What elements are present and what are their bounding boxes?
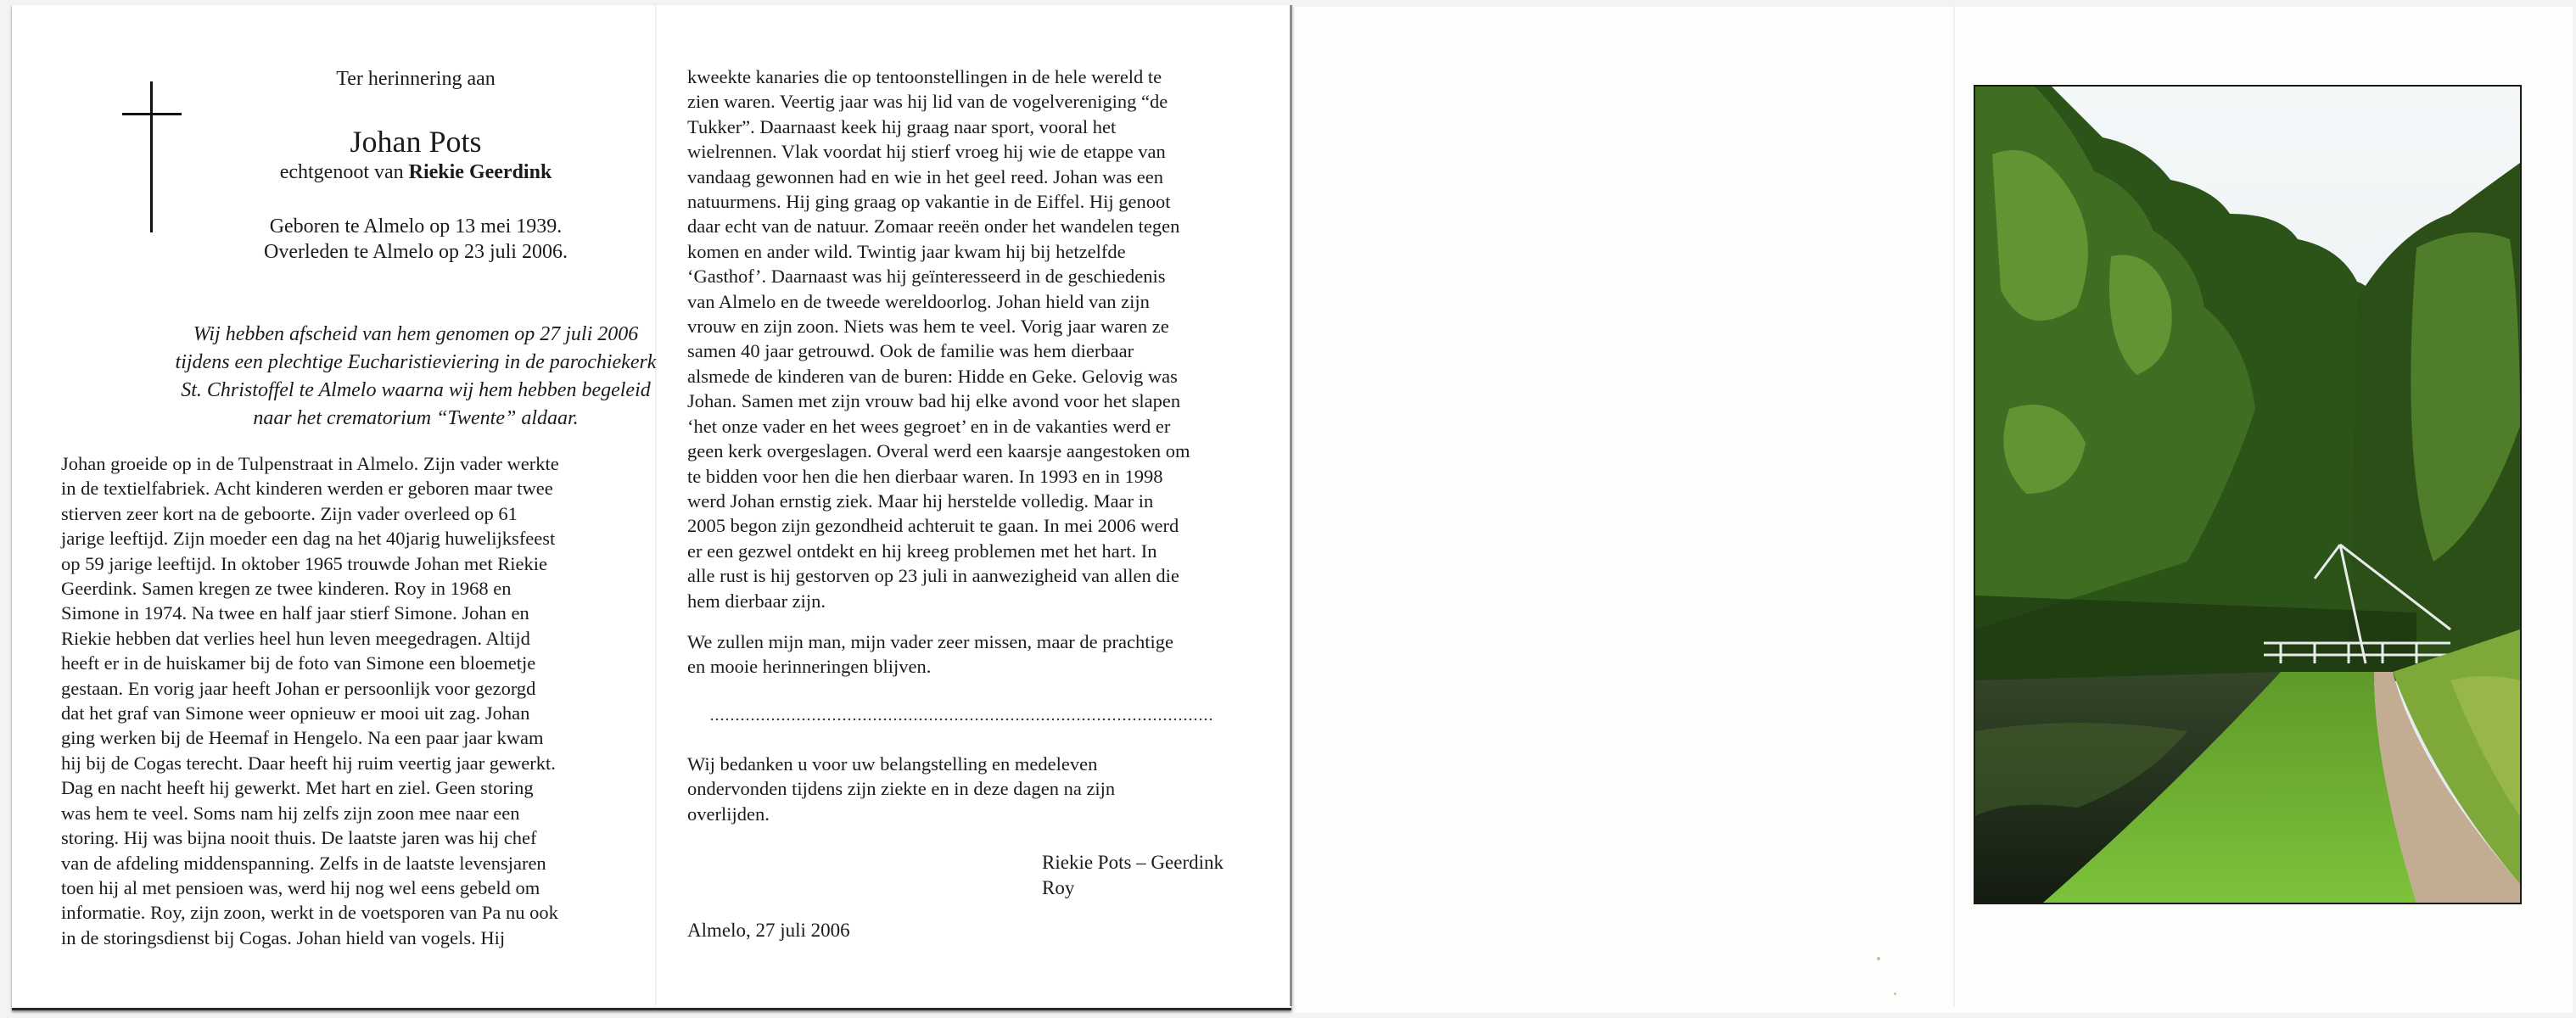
signer-name: Roy: [1042, 877, 1075, 898]
text-line: ging werken bij de Heemaf in Hengelo. Na een paar jaar kwam: [61, 727, 544, 749]
text-line: was hem te veel. Soms nam hij zelfs zijn zoon mee naar een: [61, 802, 520, 824]
farewell-line: tijdens een plechtige Eucharistieviering in de parochiekerk: [175, 351, 657, 373]
text-line: alsmede de kinderen van de buren: Hidde en Geke. Gelovig was: [687, 365, 1178, 387]
spouse-name: Riekie Geerdink: [408, 161, 552, 183]
text-line: Tukker”. Daarnaast keek hij graag naar sport, vooral het: [687, 115, 1117, 137]
text-line: zien waren. Veertig jaar was hij lid van de vogelvereniging “de: [687, 91, 1168, 113]
cross-icon: [150, 81, 153, 232]
card-fold-outer: [1953, 5, 1955, 1006]
text-line: hij bij de Cogas terecht. Daar heeft hij ruim veertig jaar gewerkt.: [61, 752, 556, 774]
text-line: kweekte kanaries die op tentoonstellingen in de hele wereld te: [687, 66, 1162, 87]
landscape-photo: [1974, 85, 2522, 904]
text-line: in de storingsdienst bij Cogas. Johan hield van vogels. Hij: [61, 926, 506, 948]
text-line: ‘het onze vader en het wees gegroet’ en in de vakanties werd er: [687, 415, 1171, 437]
text-line: daar echt van de natuur. Zomaar reeën onder het wandelen tegen: [687, 215, 1180, 238]
farewell-text: [51, 321, 781, 433]
text-line: Wij bedanken u voor uw belangstelling en medeleven: [687, 753, 1098, 775]
cross-icon-bar: [122, 113, 182, 115]
text-line: jarige leeftijd. Zijn moeder een dag na het 40jarig huwelijksfeest: [61, 528, 556, 550]
text-line: in de textielfabriek. Acht kinderen werden er geboren maar twee: [61, 478, 553, 500]
farewell-line: naar het crematorium “Twente” aldaar.: [253, 407, 579, 429]
text-line: ‘Gasthof’. Daarnaast was hij geïnteresseerd in de geschiedenis: [687, 266, 1166, 288]
paper-speck: [1894, 993, 1896, 995]
text-line: op 59 jarige leeftijd. In oktober 1965 trouwde Johan met Riekie: [61, 552, 547, 574]
signers: [1042, 850, 1224, 901]
text-line: werd Johan ernstig ziek. Maar hij herstelde volledig. Maar in: [687, 489, 1154, 512]
spouse-line: [212, 161, 619, 184]
text-line: storing. Hij was bijna nooit thuis. De laatste jaren was hij chef: [61, 827, 537, 849]
farewell-line: Wij hebben afscheid van hem genomen op 27 juli 2006: [193, 323, 639, 345]
text-line: Geerdink. Samen kregen ze twee kinderen. Roy in 1968 en: [61, 578, 512, 600]
card-edge: [1290, 5, 1292, 1006]
text-line: geen kerk overgeslagen. Overal werd een kaarsje aangestoken om: [687, 440, 1190, 462]
text-line: stierven zeer kort na de geboorte. Zijn vader overleed op 61: [61, 502, 518, 524]
text-line: informatie. Roy, zijn zoon, werkt in de voetsporen van Pa nu ook: [61, 902, 558, 924]
text-line: 2005 begon zijn gezondheid achteruit te gaan. In mei 2006 werd: [687, 515, 1179, 537]
paper-speck: [1877, 957, 1880, 960]
text-line: vrouw en zijn zoon. Niets was hem te veel. Vorig jaar waren ze: [687, 316, 1169, 338]
text-line: ondervonden tijdens zijn ziekte en in deze dagen na zijn: [687, 778, 1116, 800]
thanks-paragraph: [687, 752, 1244, 826]
deceased-name: Johan Pots: [350, 125, 482, 159]
text-line: er een gezwel ontdekt en hij kreeg problemen met het hart. In: [687, 540, 1157, 562]
born-line: Geboren te Almelo op 13 mei 1939.: [269, 215, 563, 238]
biography-column-2: [687, 64, 1244, 613]
text-line: gestaan. En vorig jaar heeft Johan er persoonlijk voor gezorgd: [61, 677, 536, 699]
text-line: Riekie hebben dat verlies heel hun leven meegedragen. Altijd: [61, 627, 530, 649]
text-line: Dag en nacht heeft hij gewerkt. Met hart en ziel. Geen storing: [61, 777, 534, 799]
life-dates: [195, 214, 636, 265]
text-line: komen en ander wild. Twintig jaar kwam hij bij hetzelfde: [687, 240, 1126, 262]
text-line: Johan. Samen met zijn vrouw bad hij elke avond voor het slapen: [687, 390, 1181, 412]
text-line: vandaag gewonnen had en wie in het geel reed. Johan was een: [687, 165, 1164, 187]
text-line: van de afdeling middenspanning. Zelfs in de laatste levensjaren: [61, 852, 546, 874]
text-line: samen 40 jaar getrouwd. Ook de familie was hem dierbaar: [687, 340, 1134, 362]
text-line: overlijden.: [687, 803, 770, 825]
dotted-separator: [709, 718, 1212, 721]
biography-column-1: [61, 451, 621, 950]
text-line: hem dierbaar zijn.: [687, 590, 826, 612]
text-line: We zullen mijn man, mijn vader zeer missen, maar de prachtige: [687, 631, 1173, 652]
miss-paragraph: [687, 629, 1244, 680]
text-line: van Almelo en de tweede wereldoorlog. Johan hield van zijn: [687, 290, 1150, 312]
text-line: natuurmens. Hij ging graag op vakantie in de Eiffel. Hij genoot: [687, 191, 1171, 213]
farewell-line: St. Christoffel te Almelo waarna wij hem hebben begeleid: [181, 379, 651, 401]
signer-name: Riekie Pots – Geerdink: [1042, 852, 1224, 873]
intro-text: Ter herinnering aan: [336, 68, 496, 90]
text-line: dat het graf van Simone weer opnieuw er mooi uit zag. Johan: [61, 702, 530, 724]
text-line: te bidden voor hen die hen dierbaar waren. In 1993 en in 1998: [687, 465, 1163, 487]
spouse-prefix: echtgenoot van: [279, 161, 404, 183]
landscape-photo-drawing: [1975, 87, 2520, 903]
place-date: Almelo, 27 juli 2006: [687, 920, 850, 941]
text-line: Johan groeide op in de Tulpenstraat in Almelo. Zijn vader werkte: [61, 453, 559, 474]
text-line: wielrennen. Vlak voordat hij stierf vroeg hij wie de etappe van: [687, 141, 1166, 163]
text-line: Simone in 1974. Na twee en half jaar stierf Simone. Johan en: [61, 602, 529, 624]
text-line: alle rust is hij gestorven op 23 juli in aanwezigheid van allen die: [687, 565, 1179, 587]
card-fold-inner: [655, 5, 657, 1006]
text-line: heeft er in de huiskamer bij de foto van Simone een bloemetje: [61, 652, 536, 674]
died-line: Overleden te Almelo op 23 juli 2006.: [264, 241, 568, 263]
text-line: toen hij al met pensioen was, werd hij nog wel eens gebeld om: [61, 876, 540, 898]
text-line: en mooie herinneringen blijven.: [687, 656, 932, 678]
